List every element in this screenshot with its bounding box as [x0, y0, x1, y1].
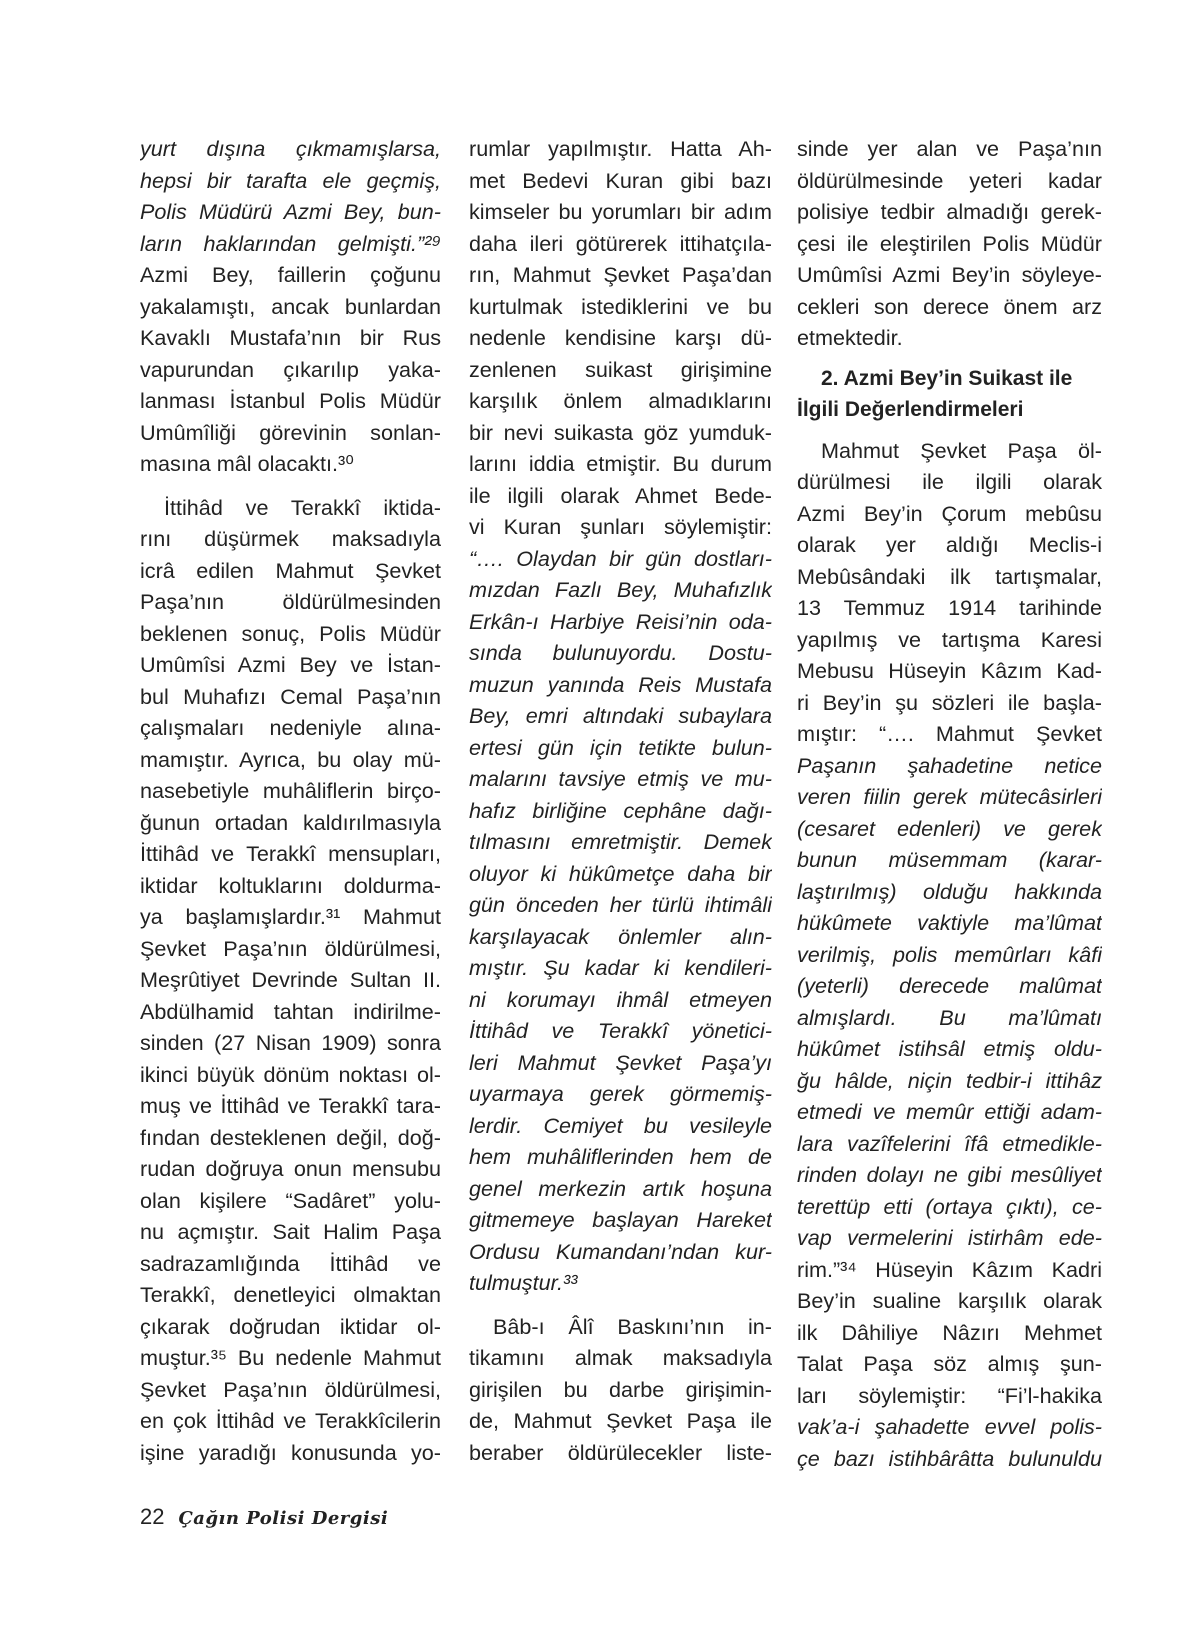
text-line: çalışmaları nedeniyle alına-	[140, 715, 441, 740]
text-line: çesi ile eleştirilen Polis Müdür	[797, 230, 1102, 256]
text-line: Erkân-ı Harbiye Reisi’nin oda-	[469, 608, 772, 634]
text-line: terettüp etti (ortaya çıktı), ce-	[797, 1193, 1102, 1219]
text-line: “…. Olaydan bir gün dostları-	[469, 545, 772, 571]
text-line: rını düşürmek maksadıyla	[140, 526, 441, 551]
text-line: muştur.³⁵ Bu nedenle Mahmut	[140, 1345, 441, 1370]
text-line: hem muhâliflerinden hem de	[469, 1144, 772, 1169]
text-line: oluyor ki hükûmetçe daha bir	[469, 860, 772, 886]
text-line: Şevket Paşa’nın öldürülmesi,	[140, 935, 441, 961]
text-line: mamıştır. Ayrıca, bu olay mü-	[140, 746, 441, 772]
text-line: veren fiilin gerek mütecâsirleri	[797, 784, 1102, 809]
text-line: ğunun ortadan kaldırılmasıyla	[140, 809, 441, 835]
text-line: ikinci büyük dönüm noktası ol-	[140, 1061, 441, 1087]
text-line: olarak yer aldığı Meclis-i	[797, 532, 1102, 557]
text-line: Umûmîsi Azmi Bey’in söyleye-	[797, 262, 1102, 287]
text-line: daha ileri götürerek ittihatçıla-	[469, 230, 772, 256]
section-heading-line: 2. Azmi Bey’in Suikast ile	[821, 366, 1073, 390]
text-line: muş ve İttihâd ve Terakkî tara-	[140, 1093, 441, 1118]
text-line: ların haklarından gelmişti.”²⁹	[140, 230, 441, 256]
text-line: polisiye tedbir almadığı gerek-	[797, 199, 1102, 224]
text-line: Bâb-ı Âlî Baskını’nın in-	[493, 1313, 772, 1339]
text-line: met Bedevi Kuran gibi bazı	[469, 167, 772, 193]
text-line: ertesi gün için tetikte bulun-	[469, 734, 772, 760]
text-line: verilmiş, polis memûrları kâfi	[797, 941, 1102, 967]
text-line: girişilen bu darbe girişimin-	[469, 1376, 772, 1402]
text-line: ya başlamışlardır.³¹ Mahmut	[140, 904, 441, 929]
text-line: vi Kuran şunları söylemiştir:	[469, 514, 772, 539]
text-line: cekleri son derece önem arz	[797, 293, 1102, 319]
text-line: Terakkî, denetleyici olmaktan	[140, 1282, 441, 1307]
text-line: fından desteklenen değil, doğ-	[140, 1124, 441, 1150]
text-column-2	[469, 133, 772, 1468]
text-line: gitmemeye başlayan Hareket	[469, 1207, 772, 1232]
text-line: İttihâd ve Terakkî iktida-	[164, 494, 441, 520]
text-line: iktidar koltuklarını doldurma-	[140, 872, 441, 898]
text-line: yurt dışına çıkmamışlarsa,	[140, 136, 441, 161]
text-line: mızdan Fazlı Bey, Muhafızlık	[469, 577, 772, 602]
text-line: karşılık önlem almadıklarını	[469, 388, 772, 413]
text-line: Paşanın şahadetine netice	[797, 752, 1102, 778]
text-line: nasebetiyle muhâliflerin birço-	[140, 778, 441, 803]
text-line: hafız birliğine cephâne dağı-	[469, 797, 772, 823]
text-line: İttihâd ve Terakkî mensupları,	[140, 841, 441, 866]
text-line: malarını tavsiye etmiş ve mu-	[469, 766, 772, 791]
text-line: rın, Mahmut Şevket Paşa’dan	[469, 262, 772, 287]
text-line: Bey, emri altındaki subaylara	[469, 703, 772, 728]
paragraph-spacer	[140, 480, 441, 492]
text-line: nedenle kendisine karşı dü-	[469, 325, 772, 350]
text-line: ğu hâlde, niçin tedbir-i ittihâz	[797, 1067, 1102, 1093]
text-line: Azmi Bey’in Çorum mebûsu	[797, 500, 1102, 526]
text-line: sadrazamlığında İttihâd ve	[140, 1250, 441, 1276]
text-line: kurtulmak istediklerini ve bu	[469, 293, 772, 319]
text-line: lerdir. Cemiyet bu vesileyle	[469, 1112, 772, 1138]
page-footer	[140, 1500, 388, 1534]
text-line: rinden dolayı ne gibi mesûliyet	[797, 1162, 1102, 1187]
text-line: olan kişilere “Sadâret” yolu-	[140, 1187, 441, 1213]
text-line: hükûmete vaktiyle ma’lûmat	[797, 910, 1102, 935]
text-line: Polis Müdürü Azmi Bey, bun-	[140, 199, 441, 224]
text-line: Meşrûtiyet Devrinde Sultan II.	[140, 967, 441, 992]
text-line: sında bulunuyordu. Dostu-	[469, 640, 772, 665]
text-line: muzun yanında Reis Mustafa	[469, 671, 772, 697]
text-line: vak’a-i şahadette evvel polis-	[797, 1414, 1102, 1439]
text-line: rudan doğruya onun mensubu	[140, 1156, 441, 1181]
page-number: 22	[140, 1504, 165, 1529]
paragraph-spacer	[469, 1299, 772, 1311]
text-line: tulmuştur.³³	[469, 1270, 578, 1295]
text-line: dürülmesi ile ilgili olarak	[797, 469, 1102, 494]
text-line: öldürülmesinde yeteri kadar	[797, 167, 1102, 193]
text-line: Umûmîsi Azmi Bey ve İstan-	[140, 652, 441, 677]
text-line: rumlar yapılmıştır. Hatta Ah-	[469, 136, 772, 161]
text-line: genel merkezin artık hoşuna	[469, 1175, 772, 1201]
text-line: (yeterli) derecede malûmat	[797, 973, 1102, 998]
text-line: zenlenen suikast girişimine	[469, 356, 772, 382]
text-line: sinde yer alan ve Paşa’nın	[797, 136, 1102, 161]
text-line: yapılmış ve tartışma Karesi	[797, 626, 1102, 652]
text-line: hepsi bir tarafta ele geçmiş,	[140, 167, 441, 193]
text-line: (cesaret edenleri) ve gerek	[797, 815, 1102, 841]
text-line: beraber öldürülecekler liste-	[469, 1439, 772, 1465]
text-line: larını iddia etmiştir. Bu durum	[469, 451, 772, 476]
text-line: ile ilgili olarak Ahmet Bede-	[469, 482, 772, 508]
text-line: lanması İstanbul Polis Müdür	[140, 388, 441, 413]
text-line: İttihâd ve Terakkî yönetici-	[469, 1018, 772, 1043]
text-line: çe bazı istihbârâtta bulunuldu	[797, 1445, 1102, 1471]
text-line: Umûmîliği görevinin sonlan-	[140, 419, 441, 445]
text-line: Talat Paşa söz almış şun-	[797, 1351, 1102, 1376]
text-line: Mebûsândaki ilk tartışmalar,	[797, 563, 1102, 589]
text-line: Kavaklı Mustafa’nın bir Rus	[140, 325, 441, 350]
text-line: tılmasını emretmiştir. Demek	[469, 829, 772, 854]
text-line: hükûmet istihsâl etmiş oldu-	[797, 1036, 1102, 1061]
text-line: vapurundan çıkarılıp yaka-	[140, 356, 441, 382]
text-line: gün önceden her türlü ihtimâli	[469, 892, 772, 917]
text-line: mıştır. Şu kadar ki kendileri-	[469, 955, 772, 980]
text-line: uyarmaya gerek görmemiş-	[469, 1081, 772, 1106]
text-line: tikamını almak maksadıyla	[469, 1345, 772, 1370]
section-heading-line: İlgili Değerlendirmeleri	[797, 398, 1024, 421]
text-line: en çok İttihâd ve Terakkîcilerin	[140, 1408, 441, 1433]
paragraph-spacer	[797, 354, 1102, 363]
text-line: de, Mahmut Şevket Paşa ile	[469, 1408, 772, 1433]
text-line: etmektedir.	[797, 325, 903, 350]
paragraph-spacer	[797, 426, 1102, 435]
text-line: çıkarak doğrudan iktidar ol-	[140, 1313, 441, 1339]
text-line: Azmi Bey, faillerin çoğunu	[140, 262, 441, 287]
text-line: Bey’in sualine karşılık olarak	[797, 1288, 1102, 1313]
text-line: leri Mahmut Şevket Paşa’yı	[469, 1049, 772, 1075]
text-line: karşılayacak önlemler alın-	[469, 923, 772, 949]
text-column-3	[797, 133, 1102, 1474]
text-line: ni korumayı ihmâl etmeyen	[469, 986, 772, 1012]
text-column-1	[140, 133, 441, 1468]
text-line: ri Bey’in şu sözleri ile başla-	[797, 689, 1102, 715]
text-line: lara vazîfelerini îfâ etmedikle-	[797, 1130, 1102, 1156]
text-line: işine yaradığı konusunda yo-	[140, 1439, 441, 1465]
text-line: yakalamıştı, ancak bunlardan	[140, 293, 441, 319]
text-line: rim.”³⁴ Hüseyin Kâzım Kadri	[797, 1256, 1102, 1282]
text-line: bir nevi suikasta göz yumduk-	[469, 419, 772, 445]
text-line: 13 Temmuz 1914 tarihinde	[797, 595, 1102, 620]
text-line: ları söylemiştir: “Fi’l-hakika	[797, 1382, 1102, 1408]
text-line: Paşa’nın öldürülmesinden	[140, 589, 441, 614]
text-line: almışlardı. Bu ma’lûmatı	[797, 1004, 1102, 1030]
text-line: icrâ edilen Mahmut Şevket	[140, 557, 441, 583]
text-line: kimseler bu yorumları bir adım	[469, 199, 772, 224]
text-line: mıştır: “…. Mahmut Şevket	[797, 721, 1102, 746]
text-line: Şevket Paşa’nın öldürülmesi,	[140, 1376, 441, 1402]
text-line: Mebusu Hüseyin Kâzım Kad-	[797, 658, 1102, 683]
text-line: etmedi ve memûr ettiği adam-	[797, 1099, 1102, 1124]
text-line: vap vermelerini istirhâm ede-	[797, 1225, 1102, 1250]
text-line: bunun müsemmam (karar-	[797, 847, 1102, 872]
magazine-title: Çağın Polisi Dergisi	[178, 1508, 389, 1529]
text-line: Ordusu Kumandanı’ndan kur-	[469, 1238, 772, 1264]
text-line: laştırılmış) olduğu hakkında	[797, 878, 1102, 904]
text-line: nu açmıştır. Sait Halim Paşa	[140, 1219, 441, 1244]
text-line: beklenen sonuç, Polis Müdür	[140, 620, 441, 646]
text-line: sinden (27 Nisan 1909) sonra	[140, 1030, 441, 1055]
text-line: Mahmut Şevket Paşa öl-	[821, 437, 1102, 463]
text-line: Abdülhamid tahtan indirilme-	[140, 998, 441, 1024]
text-line: ilk Dâhiliye Nâzırı Mehmet	[797, 1319, 1102, 1345]
text-line: bul Muhafızı Cemal Paşa’nın	[140, 683, 441, 709]
text-line: masına mâl olacaktı.³⁰	[140, 451, 354, 476]
